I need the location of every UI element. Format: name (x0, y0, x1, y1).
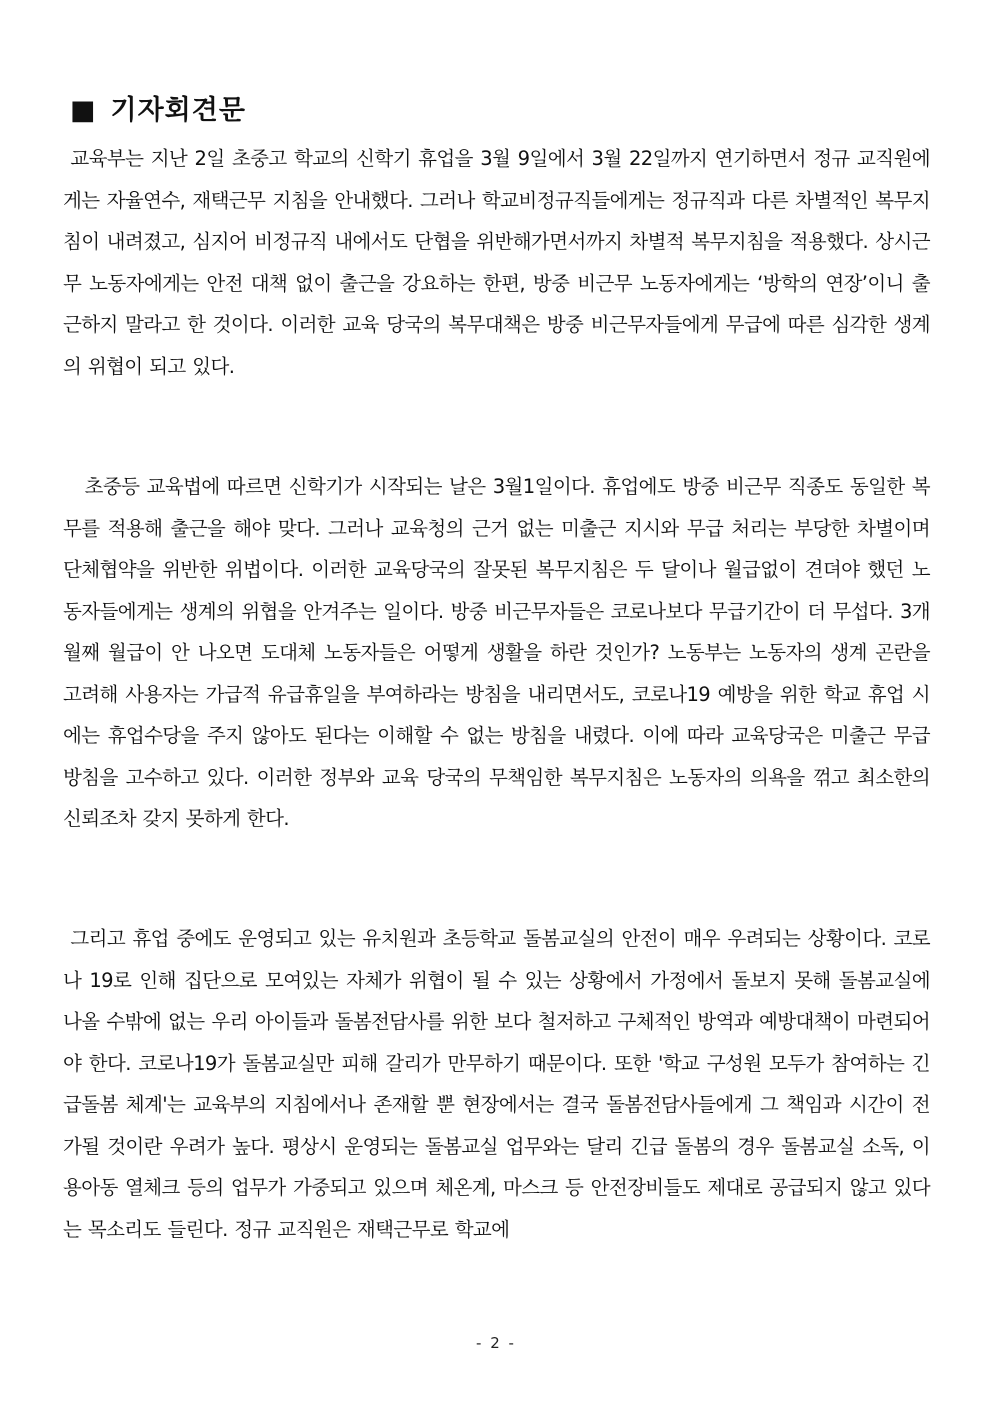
page-title-text: 기자회견문 (110, 95, 246, 126)
page-number: - 2 - (476, 1334, 516, 1352)
paragraph-2: 초중등 교육법에 따르면 신학기가 시작되는 날은 3월1일이다. 휴업에도 방중 비근무 직종도 동일한 복무를 적용해 출근을 해야 맞다. 그러나 교육청의 근거 없는 미출근 지시와 무급 처리는 부당한 차별이며 단체협약을 위반한 위법이다. 이러한 교육당국의 잘못된 복무지침은 두 달이나 월급없이 견뎌야 했던 노동자들에게는 생계의 위협을 안겨주는 일이다. 방중 비근무자들은 코로나보다 무급기간이 더 무섭다. 3개월째 월급이 안 나오면 도대체 노동자들은 어떻게 생활을 하란 것인가? 노동부는 노동자의 생계 곤란을 고려해 사용자는 가급적 유급휴일을 부여하라는 방침을 내리면서도, 코로나19 예방을 위한 학교 휴업 시에는 휴업수당을 주지 않아도 된다는 이해할 수 없는 방침을 내렸다. 이에 따라 교육당국은 미출근 무급 방침을 고수하고 있다. 이러한 정부와 교육 당국의 무책임한 복무지침은 노동자의 의욕을 꺾고 최소한의 신뢰조차 갖지 못하게 한다. (63, 475, 937, 830)
square-bullet-icon: ■ (70, 95, 97, 126)
paragraph-1: 교육부는 지난 2일 초중고 학교의 신학기 휴업을 3월 9일에서 3월 22일까지 연기하면서 정규 교직원에게는 자율연수, 재택근무 지침을 안내했다. 그러나 학교비정규직들에게는 정규직과 다른 차별적인 복무지침이 내려졌고, 심지어 비정규직 내에서도 단협을 위반해가면서까지 차별적 복무지침을 적용했다. 상시근무 노동자에게는 안전 대책 없이 출근을 강요하는 한편, 방중 비근무 노동자에게는 ‘방학의 연장’이니 출근하지 말라고 한 것이다. 이러한 교육 당국의 복무대책은 방중 비근무자들에게 무급에 따른 심각한 생계의 위협이 되고 있다. (63, 147, 930, 378)
page-title (70, 88, 246, 127)
paragraph-3: 그리고 휴업 중에도 운영되고 있는 유치원과 초등학교 돌봄교실의 안전이 매우 우려되는 상황이다. 코로나 19로 인해 집단으로 모여있는 자체가 위협이 될 수 있는 상황에서 가정에서 돌보지 못해 돌봄교실에 나올 수밖에 없는 우리 아이들과 돌봄전담사를 위한 보다 철저하고 구체적인 방역과 예방대책이 마련되어야 한다. 코로나19가 돌봄교실만 피해 갈리가 만무하기 때문이다. 또한 '학교 구성원 모두가 참여하는 긴급돌봄 체계'는 교육부의 지침에서나 존재할 뿐 현장에서는 결국 돌봄전담사들에게 그 책임과 시간이 전가될 것이란 우려가 높다. 평상시 운영되는 돌봄교실 업무와는 달리 긴급 돌봄의 경우 돌봄교실 소독, 이용아동 열체크 등의 업무가 가중되고 있으며 체온계, 마스크 등 안전장비들도 제대로 공급되지 않고 있다는 목소리도 들린다. 정규 교직원은 재택근무로 학교에 (63, 927, 937, 1241)
